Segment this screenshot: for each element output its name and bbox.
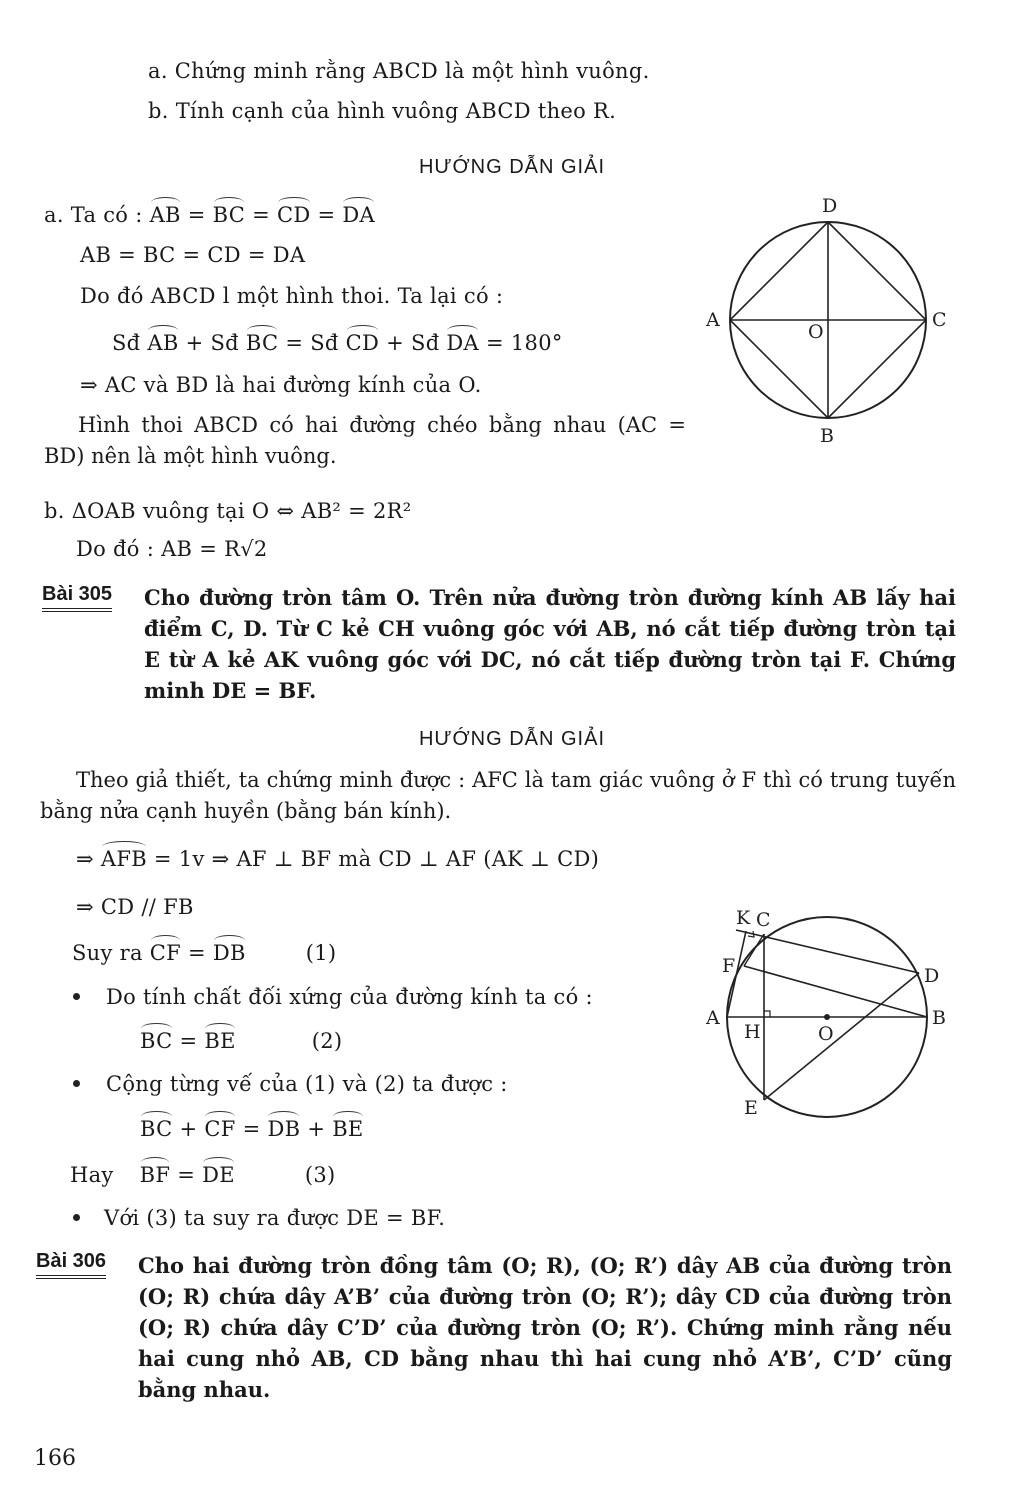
fig2-label-h: H [744, 1021, 761, 1043]
fig2-label-e: E [744, 1097, 758, 1119]
sol2-line-4: Suy ra CF = DB (1) [72, 941, 337, 965]
fig2-label-f: F [722, 955, 736, 977]
fig2-label-a: A [706, 1007, 720, 1029]
sol2-line-3: ⇒ CD // FB [76, 895, 194, 919]
fig2-label-b: B [932, 1007, 946, 1029]
problem-part-b: b. Tính cạnh của hình vuông ABCD theo R. [148, 99, 617, 123]
sol2-bullet-1: Do tính chất đối xứng của đường kính ta có : [106, 985, 593, 1009]
square-in-circle-figure [700, 190, 960, 450]
sol2-bullet-2: Cộng từng vế của (1) và (2) ta được : [106, 1072, 508, 1096]
sol1-line-2: AB = BC = CD = DA [80, 243, 306, 267]
sol2-line-6: BC = BE (2) [140, 1029, 343, 1053]
fig2-label-d: D [924, 965, 940, 987]
fig1-label-b: B [820, 425, 834, 447]
guide-title-2: HƯỚNG DẪN GIẢI [418, 728, 606, 750]
sol1-b-line-1: b. ΔOAB vuông tại O ⇔ AB² = 2R² [44, 499, 412, 523]
sol1-line-5: ⇒ AC và BD là hai đường kính của O. [80, 373, 482, 397]
sol2-line-9: Hay BF = DE (3) [70, 1163, 336, 1187]
fig2-label-k: K [736, 907, 751, 929]
fig2-label-o: O [818, 1023, 834, 1045]
exercise-305-label: Bài 305 [42, 583, 112, 612]
page-number: 166 [34, 1446, 76, 1471]
bullet-3 [73, 1214, 80, 1221]
exercise-305-text: Cho đường tròn tâm O. Trên nửa đường tròn đường kính AB lấy hai điểm C, D. Từ C kẻ CH vuông góc với AB, nó cắt tiếp đường tròn tại E từ A kẻ AK vuông góc với DC, nó cắt tiếp đường tròn tại F. Chứng minh DE = BF. [144, 585, 956, 703]
fig1-label-o: O [808, 321, 824, 343]
sol1-line-4: Sđ AB + Sđ BC = Sđ CD + Sđ DA = 180° [112, 331, 563, 355]
exercise-306-text: Cho hai đường tròn đồng tâm (O; R), (O; R’) dây AB của đường tròn (O; R) chứa dây A’B’ của đường tròn (O; R’); dây CD của đường tròn (O; R) chứa dây C’D’ của đường tròn (O; R’). Chứng minh rằng nếu hai cung nhỏ AB, CD bằng nhau thì hai cung nhỏ A’B’, C’D’ cũng bằng nhau. [138, 1253, 952, 1402]
fig1-label-c: C [932, 309, 947, 331]
fig1-label-a: A [706, 309, 720, 331]
sol2-line-8: BC + CF = DB + BE [140, 1117, 364, 1141]
fig1-label-d: D [822, 195, 838, 217]
sol1-line-6: Hình thoi ABCD có hai đường chéo bằng nhau (AC = BD) nên là một hình vuông. [44, 413, 686, 468]
fig2-label-c: C [756, 909, 771, 931]
sol2-line-2: ⇒ AFB = 1v ⇒ AF ⊥ BF mà CD ⊥ AF (AK ⊥ CD) [76, 847, 600, 871]
sol1-b-line-2: Do đó : AB = R√2 [76, 537, 268, 561]
bullet-1 [73, 993, 80, 1000]
exercise-306-label: Bài 306 [36, 1250, 106, 1279]
guide-title-1: HƯỚNG DẪN GIẢI [418, 156, 606, 178]
circle-chords-figure [700, 900, 960, 1130]
sol2-bullet-3: Với (3) ta suy ra được DE = BF. [104, 1206, 446, 1230]
bullet-2 [73, 1080, 80, 1087]
problem-part-a: a. Chứng minh rằng ABCD là một hình vuông. [148, 59, 650, 83]
sol1-line-a: a. Ta có : AB = BC = CD = DA [44, 203, 375, 227]
sol2-paragraph-1: Theo giả thiết, ta chứng minh được : AFC là tam giác vuông ở F thì có trung tuyến bằng nửa cạnh huyền (bằng bán kính). [40, 768, 956, 823]
sol1-line-3: Do đó ABCD l một hình thoi. Ta lại có : [80, 284, 504, 308]
